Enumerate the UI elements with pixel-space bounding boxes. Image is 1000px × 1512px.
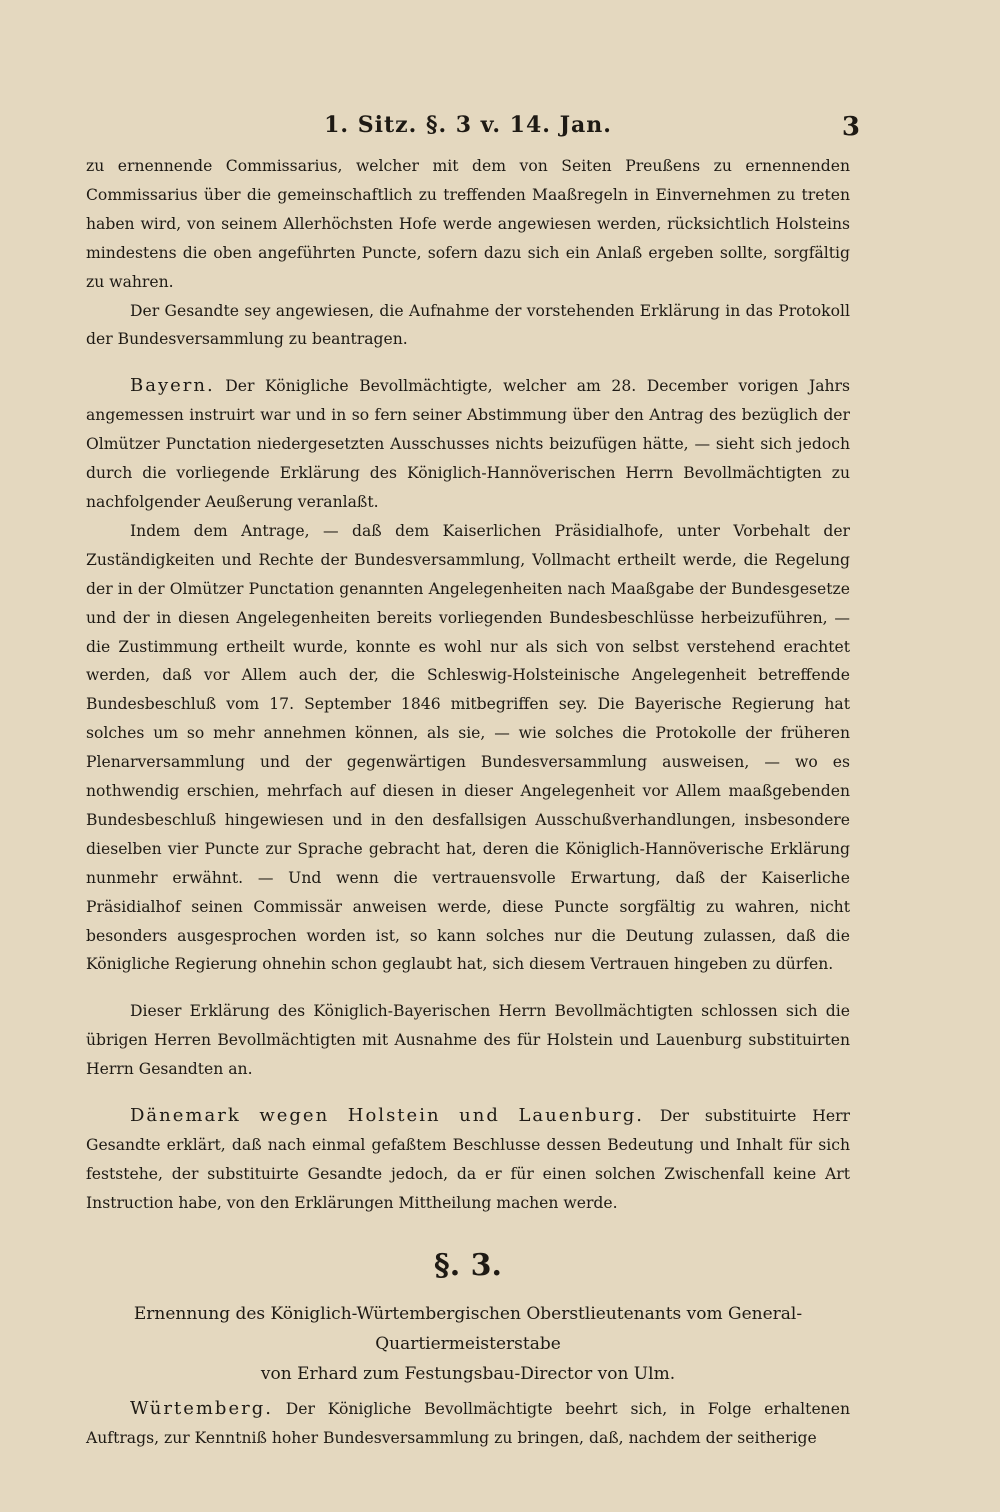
page-number: 3 xyxy=(841,112,860,142)
paragraph xyxy=(86,517,850,980)
section-title xyxy=(86,1299,850,1389)
speaker-lead: Würtemberg. xyxy=(130,1397,273,1419)
paragraph xyxy=(86,152,850,297)
paragraph-bayern xyxy=(86,372,850,517)
paragraph xyxy=(86,297,850,355)
speaker-lead: Bayern. xyxy=(130,375,215,397)
paragraph-text: Der Gesandte sey angewiesen, die Aufnahme der vorstehenden Erklärung in das Protokoll der Bundesversammlung zu beantragen. xyxy=(86,301,850,349)
page-header xyxy=(86,112,860,152)
paragraph-text: Der Königliche Bevollmächtigte beehrt sich, in Folge erhaltenen Auftrags, zur Kenntniß hoher Bundesversammlung zu bringen, daß, nachdem der seitherige xyxy=(86,1399,850,1447)
paragraph xyxy=(86,997,850,1084)
paragraph-wuertemberg xyxy=(86,1395,850,1453)
running-head: 1. Sitz. §. 3 v. 14. Jan. xyxy=(324,112,612,138)
body-text xyxy=(86,152,850,1452)
paragraph-text: Dieser Erklärung des Königlich-Bayerischen Herrn Bevollmächtigten schlossen sich die übrigen Herren Bevollmächtigten mit Ausnahme des für Holstein und Lauenburg substituirten Herrn Gesandten an. xyxy=(86,1002,850,1079)
paragraph-text: Der substituirte Herr Gesandte erklärt, daß nach einmal gefaßtem Beschlusse dessen Bedeutung und Inhalt für sich feststehe, der substituirte Gesandte jedoch, da er für einen solchen Zwischenfall keine Art Instruction habe, von den Erklärungen Mittheilung machen werde. xyxy=(86,1107,850,1212)
paragraph-daenemark xyxy=(86,1102,850,1218)
section-title-line: Ernennung des Königlich-Würtembergischen Oberstlieutenants vom General-Quartiermeisterstabe xyxy=(133,1303,803,1354)
paragraph-text: zu ernennende Commissarius, welcher mit dem von Seiten Preußens zu ernennenden Commissarius über die gemeinschaftlich zu treffenden Maaßregeln in Einvernehmen zu treten haben wird, von seinem Allerhöchsten Hofe werde angewiesen werden, rücksichtlich Holsteins mindestens die oben angeführten Puncte, sofern dazu sich ein Anlaß ergeben sollte, sorgfältig zu wahren. xyxy=(86,157,850,291)
speaker-lead: Dänemark wegen Holstein und Lauenburg. xyxy=(130,1105,644,1127)
paragraph-text: Indem dem Antrage, — daß dem Kaiserlichen Präsidialhofe, unter Vorbehalt der Zuständigkeiten und Rechte der Bundesversammlung, Vollmacht ertheilt werde, die Regelung der in der Olmützer Punctation genannten Angelegenheiten nach Maaßgabe der Bundesgesetze und der in diesen Angelegenheiten bereits vorliegenden Bundesbeschlüsse herbeizuführen, — die Zustimmung ertheilt wurde, konnte es wohl nur als sich von selbst verstehend erachtet werden, daß vor Allem auch der, die Schleswig-Holsteinische Angelegenheit betreffende Bundesbeschluß vom 17. September 1846 mitbegriffen sey. Die Bayerische Regierung hat solches um so mehr annehmen können, als sie, — wie solches die Protokolle der früheren Plenarversammlung und der gegenwärtigen Bundesversammlung ausweisen, — wo es nothwendig erschien, mehrfach auf diesen in dieser Angelegenheit vor Allem maaßgebenden Bundesbeschluß hingewiesen und in den desfallsigen Ausschußverhandlungen, insbesondere dieselben vier Puncte zur Sprache gebracht hat, deren die Königlich-Hannöverische Erklärung nunmehr erwähnt. — Und wenn die vertrauensvolle Erwartung, daß der Kaiserliche Präsidialhof seinen Commissär anweisen werde, diese Puncte sorgfältig zu wahren, nicht besonders ausgesprochen worden ist, so kann solches nur die Deutung zulassen, daß die Königliche Regierung ohnehin schon geglaubt hat, sich diesem Vertrauen hingeben zu dürfen. xyxy=(86,521,850,974)
section-heading: §. 3. xyxy=(434,1247,502,1283)
paragraph-text: Der Königliche Bevollmächtigte, welcher am 28. December vorigen Jahrs angemessen instruirt war und in so fern seiner Abstimmung über den Antrag des bezüglich der Olmützer Punctation niedergesetzten Ausschusses nichts beizufügen hätte, — sieht sich jedoch durch die vorliegende Erklärung des Königlich-Hannöverischen Herrn Bevollmächtigten zu nachfolgender Aeußerung veranlaßt. xyxy=(86,377,850,511)
section-title-line: von Erhard zum Festungsbau-Director von Ulm. xyxy=(260,1363,676,1384)
